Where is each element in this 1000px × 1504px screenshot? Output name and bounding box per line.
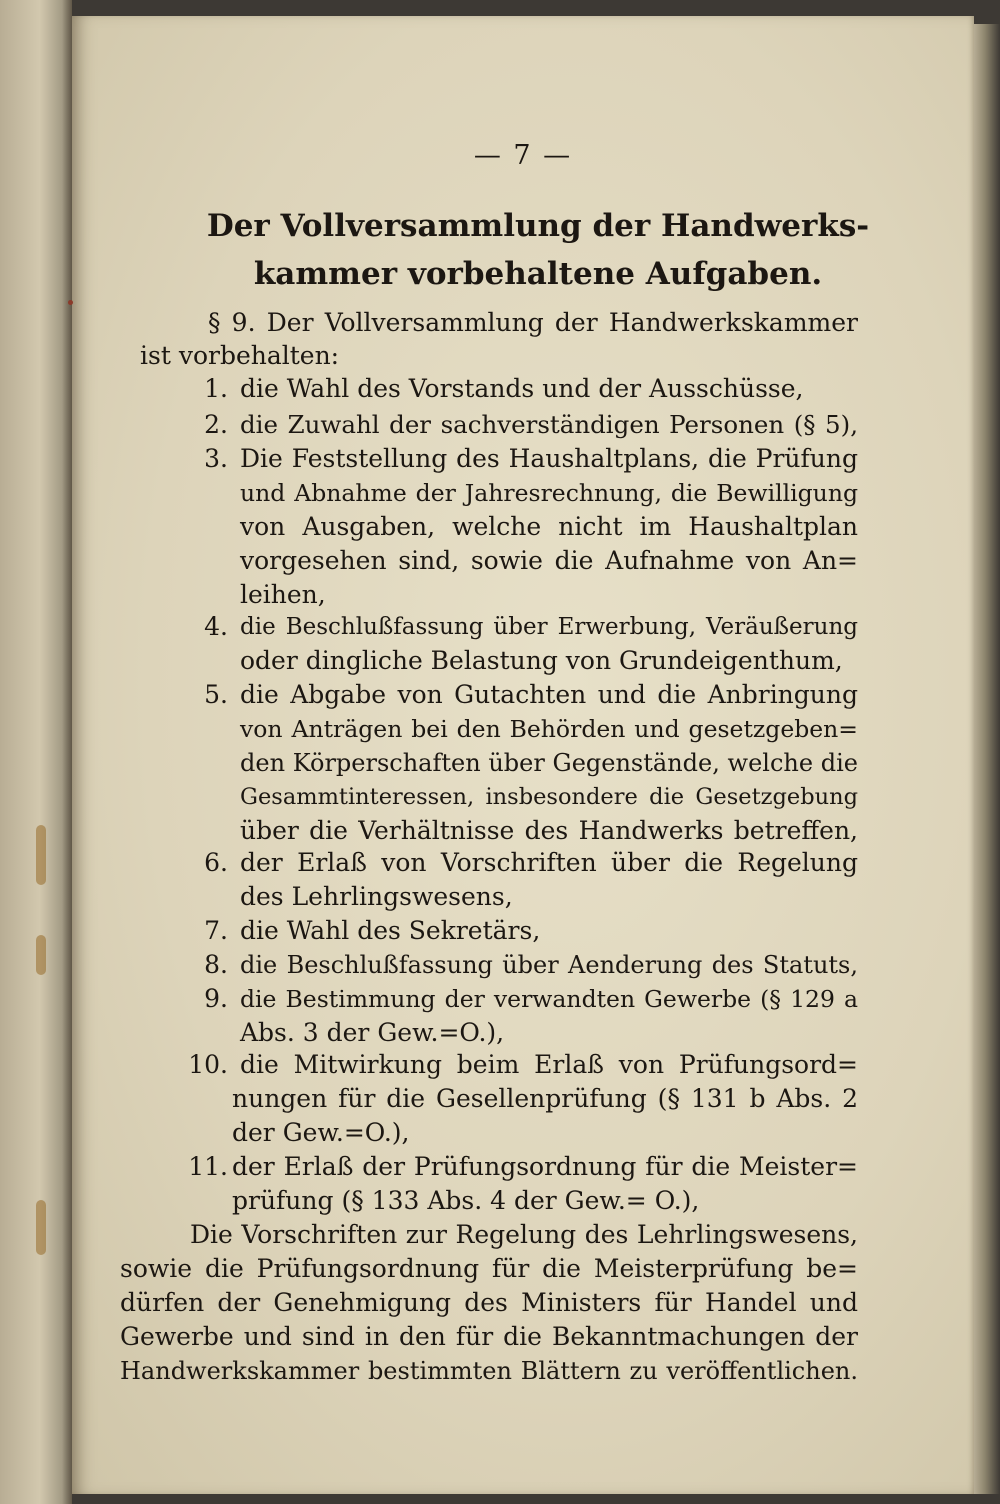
item-number: 5. (204, 680, 228, 709)
closing-line: Handwerkskammer bestimmten Blättern zu veröffentlichen. (120, 1357, 858, 1385)
page-edge (974, 24, 1000, 1494)
item-line: die Wahl des Sekretärs, (240, 916, 541, 945)
item-line: den Körperschaften über Gegenstände, welche die (240, 749, 858, 777)
heading-line-2: kammer vorbehaltene Aufgaben. (253, 256, 823, 292)
item-line: Gesammtinteressen, insbesondere die Gesetzgebung (240, 784, 858, 810)
item-number: 11. (188, 1152, 228, 1181)
item-line: Die Feststellung des Haushaltplans, die Prüfung (240, 444, 858, 473)
closing-line: sowie die Prüfungsordnung für die Meisterprüfung be= (120, 1254, 858, 1283)
closing-line: Die Vorschriften zur Regelung des Lehrlingswesens, (190, 1220, 858, 1249)
book-page (72, 16, 974, 1494)
item-line: die Mitwirkung beim Erlaß von Prüfungsord= (240, 1050, 858, 1079)
item-line: und Abnahme der Jahresrechnung, die Bewilligung (240, 479, 858, 507)
stain-mark (36, 825, 46, 885)
item-line: vorgesehen sind, sowie die Aufnahme von An= (240, 546, 858, 575)
item-line: die Beschlußfassung über Aenderung des Statuts, (240, 951, 858, 979)
item-line: der Erlaß von Vorschriften über die Regelung (240, 848, 858, 877)
item-number: 1. (204, 374, 228, 403)
item-line: von Ausgaben, welche nicht im Haushaltplan (240, 512, 858, 541)
item-line: die Bestimmung der verwandten Gewerbe (§ 129 a (240, 985, 858, 1013)
item-line: Abs. 3 der Gew.=O.), (240, 1018, 505, 1047)
item-number: 8. (204, 950, 228, 979)
stain-mark (36, 1200, 46, 1255)
closing-line: dürfen der Genehmigung des Ministers für Handel und (120, 1288, 858, 1317)
item-line: nungen für die Gesellenprüfung (§ 131 b Abs. 2 (232, 1084, 858, 1113)
stain-mark (36, 935, 46, 975)
item-line: des Lehrlingswesens, (240, 882, 513, 911)
item-line: der Erlaß der Prüfungsordnung für die Meister= (232, 1152, 858, 1181)
item-line: die Zuwahl der sachverständigen Personen (§ 5), (240, 410, 858, 439)
item-line: von Anträgen bei den Behörden und gesetzgeben= (240, 715, 858, 743)
intro-line-2: ist vorbehalten: (140, 341, 340, 370)
item-number: 6. (204, 848, 228, 877)
page-content (72, 16, 974, 1494)
item-line: leihen, (240, 580, 326, 609)
item-line: prüfung (§ 133 Abs. 4 der Gew.= O.), (232, 1186, 700, 1215)
item-number: 7. (204, 916, 228, 945)
item-line: oder dingliche Belastung von Grundeigenthum, (240, 646, 843, 675)
margin-dot (68, 300, 73, 305)
page-number: — 7 — (473, 140, 573, 171)
item-line: über die Verhältnisse des Handwerks betreffen, (240, 816, 858, 845)
item-number: 2. (204, 410, 228, 439)
closing-line: Gewerbe und sind in den für die Bekanntmachungen der (120, 1322, 858, 1351)
intro-line-1: § 9. Der Vollversammlung der Handwerkskammer (208, 308, 858, 337)
item-number: 3. (204, 444, 228, 473)
item-line: die Wahl des Vorstands und der Ausschüsse, (240, 374, 804, 403)
item-number: 10. (188, 1050, 228, 1079)
item-line: die Abgabe von Gutachten und die Anbringung (240, 680, 858, 709)
section-heading (172, 202, 904, 298)
heading-line-1: Der Vollversammlung der Handwerks- (206, 208, 870, 244)
item-line: die Beschlußfassung über Erwerbung, Veräußerung (240, 614, 858, 640)
left-page-edge (0, 0, 72, 1504)
item-number: 4. (204, 612, 228, 641)
item-line: der Gew.=O.), (232, 1118, 410, 1147)
item-number: 9. (204, 984, 228, 1013)
